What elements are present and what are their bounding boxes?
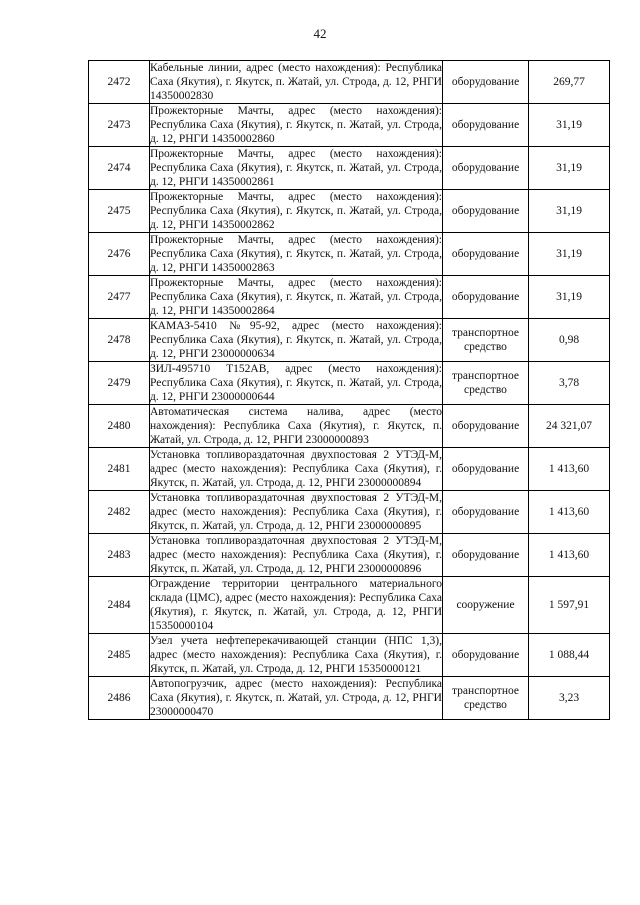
table-row bbox=[89, 362, 610, 405]
row-number-cell: 2472 bbox=[89, 61, 150, 104]
row-number-cell: 2485 bbox=[89, 634, 150, 677]
row-type-cell: оборудование bbox=[443, 405, 529, 448]
row-value-cell: 1 413,60 bbox=[529, 448, 610, 491]
row-description-cell: Прожекторные Мачты, адрес (место нахождения): Республика Саха (Якутия), г. Якутск, п. Жатай, ул. Строда, д. 12, РНГИ 14350002860 bbox=[150, 105, 442, 145]
table-row bbox=[89, 448, 610, 491]
table-body bbox=[89, 61, 610, 720]
table-row bbox=[89, 319, 610, 362]
table-row bbox=[89, 147, 610, 190]
row-type-cell: транспортное средство bbox=[443, 677, 529, 720]
row-type-cell: оборудование bbox=[443, 634, 529, 677]
table-row bbox=[89, 405, 610, 448]
row-description-cell: Автопогрузчик, адрес (место нахождения): Республика Саха (Якутия), г. Якутск, п. Жатай, ул. Строда, д. 12, РНГИ 23000000470 bbox=[150, 678, 442, 718]
row-type-cell: сооружение bbox=[443, 577, 529, 634]
page-number: 42 bbox=[313, 26, 327, 41]
row-number-cell: 2474 bbox=[89, 147, 150, 190]
row-number-cell: 2480 bbox=[89, 405, 150, 448]
row-number-cell: 2486 bbox=[89, 677, 150, 720]
table-row bbox=[89, 233, 610, 276]
row-description-cell: Прожекторные Мачты, адрес (место нахождения): Республика Саха (Якутия), г. Якутск, п. Жатай, ул. Строда, д. 12, РНГИ 14350002863 bbox=[150, 234, 442, 274]
row-description-cell: Установка топливораздаточная двухпостовая 2 УТЭД-М, адрес (место нахождения): Республика Саха (Якутия), г. Якутск, п. Жатай, ул. Строда, д. 12, РНГИ 23000000896 bbox=[150, 535, 442, 575]
row-number-cell: 2483 bbox=[89, 534, 150, 577]
table-row bbox=[89, 634, 610, 677]
row-value-cell: 1 088,44 bbox=[529, 634, 610, 677]
row-number-cell: 2476 bbox=[89, 233, 150, 276]
row-description-cell: Прожекторные Мачты, адрес (место нахождения): Республика Саха (Якутия), г. Якутск, п. Жатай, ул. Строда, д. 12, РНГИ 14350002861 bbox=[150, 148, 442, 188]
table-row bbox=[89, 491, 610, 534]
table-row bbox=[89, 190, 610, 233]
row-value-cell: 31,19 bbox=[529, 190, 610, 233]
row-description-cell: Прожекторные Мачты, адрес (место нахождения): Республика Саха (Якутия), г. Якутск, п. Жатай, ул. Строда, д. 12, РНГИ 14350002862 bbox=[150, 191, 442, 231]
row-value-cell: 31,19 bbox=[529, 147, 610, 190]
row-description-cell: Установка топливораздаточная двухпостовая 2 УТЭД-М, адрес (место нахождения): Республика Саха (Якутия), г. Якутск, п. Жатай, ул. Строда, д. 12, РНГИ 23000000895 bbox=[150, 492, 442, 532]
row-number-cell: 2482 bbox=[89, 491, 150, 534]
row-type-cell: оборудование bbox=[443, 233, 529, 276]
table-row bbox=[89, 534, 610, 577]
table-row bbox=[89, 577, 610, 634]
row-value-cell: 1 413,60 bbox=[529, 534, 610, 577]
row-value-cell: 31,19 bbox=[529, 233, 610, 276]
row-number-cell: 2479 bbox=[89, 362, 150, 405]
row-number-cell: 2473 bbox=[89, 104, 150, 147]
row-description-cell: Автоматическая система налива, адрес (место нахождения): Республика Саха (Якутия), г. Якутск, п. Жатай, ул. Строда, д. 12, РНГИ 23000000893 bbox=[150, 406, 442, 446]
table-row bbox=[89, 61, 610, 104]
row-type-cell: транспортное средство bbox=[443, 319, 529, 362]
row-description-cell: Установка топливораздаточная двухпостовая 2 УТЭД-М, адрес (место нахождения): Республика Саха (Якутия), г. Якутск, п. Жатай, ул. Строда, д. 12, РНГИ 23000000894 bbox=[150, 449, 442, 489]
row-type-cell: оборудование bbox=[443, 534, 529, 577]
row-description-cell: КАМАЗ-5410 №95-92, адрес (место нахождения): Республика Саха (Якутия), г. Якутск, п. Жатай, ул. Строда, д. 12, РНГИ 23000000634 bbox=[150, 320, 442, 360]
row-description-cell: Ограждение территории центрального материального склада (ЦМС), адрес (место нахождения): Республика Саха (Якутия), г. Якутск, п. Жатай, ул. Строда, д. 12, РНГИ 15350000104 bbox=[150, 578, 442, 632]
row-value-cell: 1 597,91 bbox=[529, 577, 610, 634]
row-value-cell: 31,19 bbox=[529, 104, 610, 147]
row-description-cell: Прожекторные Мачты, адрес (место нахождения): Республика Саха (Якутия), г. Якутск, п. Жатай, ул. Строда, д. 12, РНГИ 14350002864 bbox=[150, 277, 442, 317]
row-value-cell: 0,98 bbox=[529, 319, 610, 362]
row-value-cell: 269,77 bbox=[529, 61, 610, 104]
property-registry-table bbox=[88, 60, 610, 720]
row-value-cell: 3,78 bbox=[529, 362, 610, 405]
row-description-cell: ЗИЛ-495710 Т152АВ, адрес (место нахождения): Республика Саха (Якутия), г. Якутск, п. Жатай, ул. Строда, д. 12, РНГИ 23000000644 bbox=[150, 363, 442, 403]
row-type-cell: оборудование bbox=[443, 448, 529, 491]
row-type-cell: оборудование bbox=[443, 61, 529, 104]
table-row bbox=[89, 104, 610, 147]
row-number-cell: 2478 bbox=[89, 319, 150, 362]
row-number-cell: 2475 bbox=[89, 190, 150, 233]
row-value-cell: 3,23 bbox=[529, 677, 610, 720]
row-type-cell: оборудование bbox=[443, 276, 529, 319]
row-type-cell: оборудование bbox=[443, 190, 529, 233]
row-description-cell: Узел учета нефтеперекачивающей станции (НПС 1,3), адрес (место нахождения): Республика Саха (Якутия), г. Якутск, п. Жатай, ул. Строда, д. 12, РНГИ 15350000121 bbox=[150, 635, 442, 675]
row-number-cell: 2481 bbox=[89, 448, 150, 491]
table-row bbox=[89, 276, 610, 319]
row-type-cell: оборудование bbox=[443, 104, 529, 147]
row-type-cell: оборудование bbox=[443, 147, 529, 190]
row-number-cell: 2484 bbox=[89, 577, 150, 634]
row-description-cell: Кабельные линии, адрес (место нахождения): Республика Саха (Якутия), г. Якутск, п. Жатай, ул. Строда, д. 12, РНГИ 14350002830 bbox=[150, 62, 442, 102]
row-type-cell: оборудование bbox=[443, 491, 529, 534]
row-value-cell: 1 413,60 bbox=[529, 491, 610, 534]
row-type-cell: транспортное средство bbox=[443, 362, 529, 405]
table-row bbox=[89, 677, 610, 720]
row-value-cell: 24 321,07 bbox=[529, 405, 610, 448]
row-value-cell: 31,19 bbox=[529, 276, 610, 319]
row-number-cell: 2477 bbox=[89, 276, 150, 319]
